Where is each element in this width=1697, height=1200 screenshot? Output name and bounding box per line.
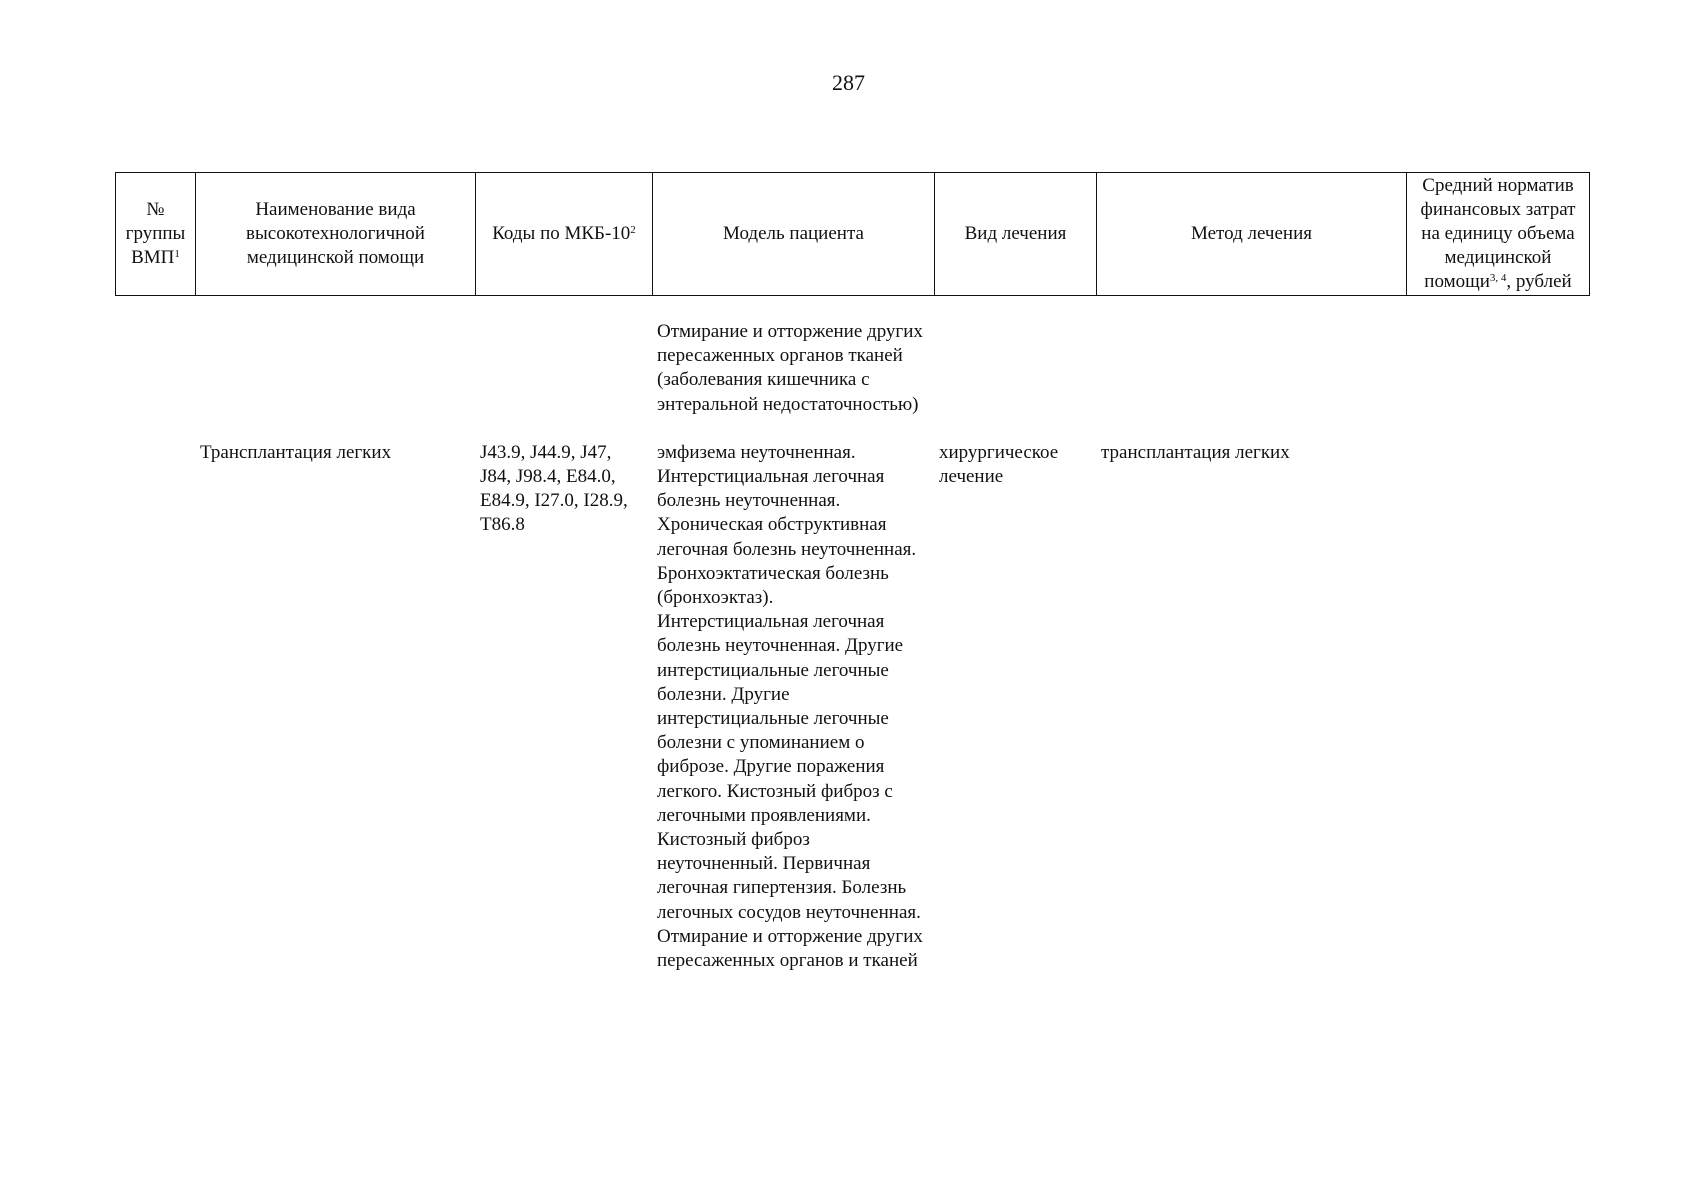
header-treatment-method: Метод лечения [1097,173,1407,296]
cell-treatment-type [934,320,1096,417]
header-group-number [116,173,196,296]
cell-icd-codes [475,320,652,417]
cell-care-type [195,320,475,417]
cell-treatment-type: хирургическое лечение [939,441,1059,488]
header-treatment-type: Вид лечения [935,173,1097,296]
header-cost-standard-text: Средний норматив финансовых затрат на единицу объема медицинской помощи [1420,175,1576,292]
cell-cost [1406,441,1589,973]
cell-treatment-method [1096,320,1406,417]
cell-treatment-method: трансплантация легких [1101,441,1290,463]
table-row [115,320,1589,417]
table-row [115,441,1589,973]
header-group-number-text: № группы ВМП [125,199,186,268]
cell-icd-codes: J43.9, J44.9, J47, J84, J98.4, E84.0, E84.9, I27.0, I28.9, T86.8 [480,441,628,536]
page-number: 287 [832,70,865,95]
header-patient-model: Модель пациента [653,173,935,296]
header-icd-codes-text: Коды по МКБ-10 [492,223,631,244]
cell-care-type: Трансплантация легких [200,441,392,463]
header-icd-codes [476,173,653,296]
table-header [115,172,1590,296]
cell-patient-model: эмфизема неуточненная. Интерстициальная легочная болезнь неуточненная. Хроническая обструктивная легочная болезнь неуточненная. Бронхоэктатическая болезнь (бронхоэктаз). Интерстициальная легочная болезнь неуточненная. Другие интерстициальные легочные болезни. Другие интерстициальные легочные болезни с упоминанием о фиброзе. Другие поражения легкого. Кистозный фиброз с легочными проявлениями. Кистозный фиброз неуточненный. Первичная легочная гипертензия. Болезнь легочных сосудов неуточненная. Отмирание и отторжение других пересаженных органов и тканей [657,441,923,972]
header-cost-unit: , рублей [1506,271,1572,292]
cell-cost [1406,320,1589,417]
footnote-ref-1: 1 [174,247,180,260]
row-spacer [115,417,1589,441]
header-cost-standard [1407,173,1590,296]
footnote-ref-2: 2 [630,223,636,236]
table-body [115,320,1589,973]
cell-patient-model: Отмирание и отторжение других пересаженных органов тканей (заболевания кишечника с энтеральной недостаточностью) [657,321,923,415]
cell-group [115,320,195,417]
header-care-type: Наименование вида высокотехнологичной медицинской помощи [196,173,476,296]
cell-group [115,441,195,973]
footnote-ref-3-4: 3, 4 [1489,271,1507,284]
